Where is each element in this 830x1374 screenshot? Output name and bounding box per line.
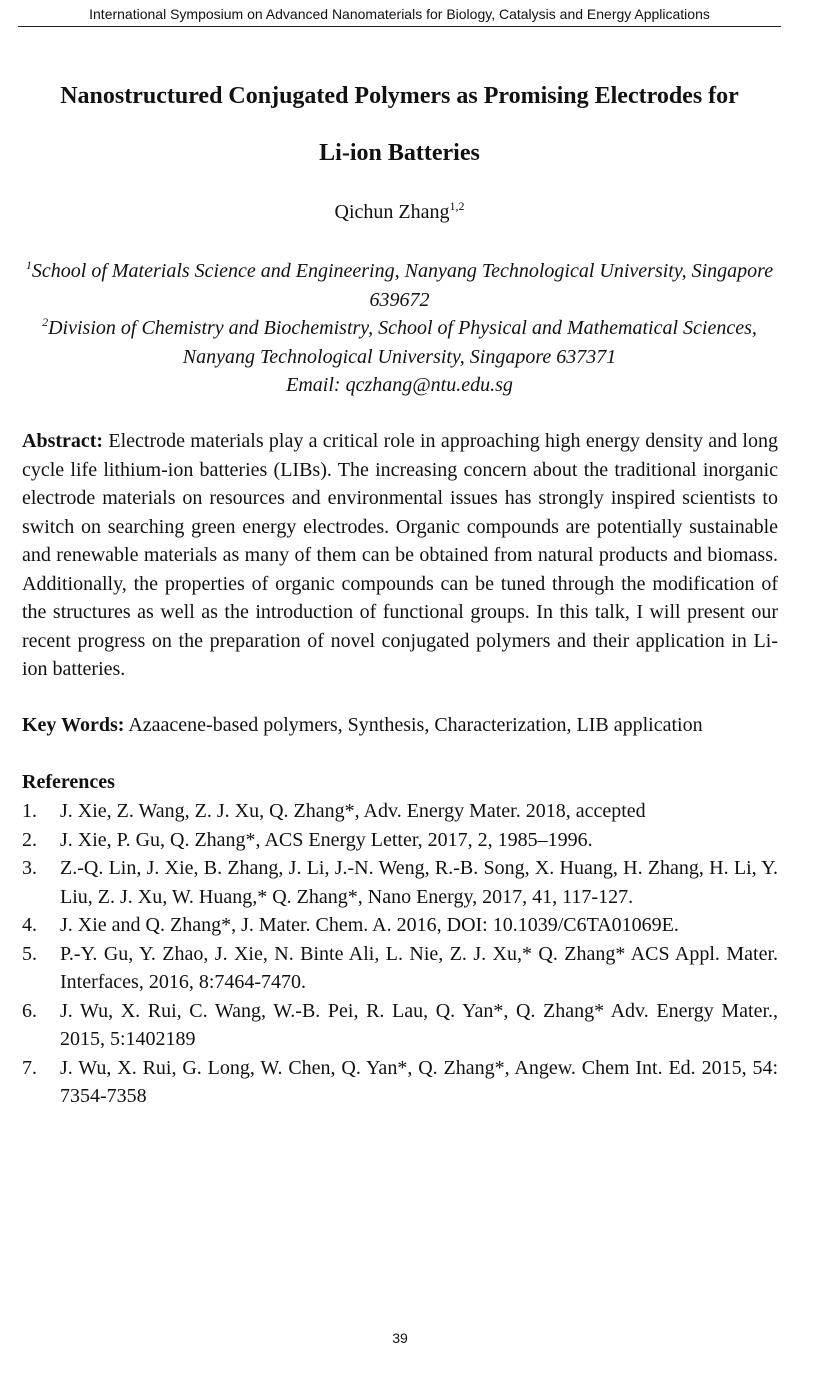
reference-text: J. Xie, Z. Wang, Z. J. Xu, Q. Zhang*, Adv. Energy Mater. 2018, accepted bbox=[60, 800, 646, 822]
reference-number: 2. bbox=[22, 828, 37, 851]
affiliation-1 bbox=[18, 257, 781, 314]
reference-number: 3. bbox=[22, 857, 37, 879]
keywords-paragraph bbox=[22, 711, 778, 740]
keywords-text: Azaacene-based polymers, Synthesis, Characterization, LIB application bbox=[128, 714, 703, 736]
reference-text: P.-Y. Gu, Y. Zhao, J. Xie, N. Binte Ali, L. Nie, Z. J. Xu,* Q. Zhang* ACS Appl. Mater. Interfaces, 2016, 8:7464-7470. bbox=[60, 942, 778, 993]
author-line bbox=[18, 198, 781, 226]
affiliation-2-mark: 2 bbox=[42, 315, 49, 329]
reference-item bbox=[22, 1054, 778, 1111]
references-heading: References bbox=[22, 771, 115, 793]
abstract-label: Abstract: bbox=[22, 430, 104, 452]
reference-item bbox=[22, 940, 778, 997]
affiliation-1-text: School of Materials Science and Engineering, Nanyang Technological University, Singapore 639672 bbox=[31, 260, 774, 311]
reference-item bbox=[22, 826, 778, 855]
reference-text: J. Xie, P. Gu, Q. Zhang*, ACS Energy Letter, 2017, 2, 1985–1996. bbox=[60, 828, 593, 851]
reference-text: Z.-Q. Lin, J. Xie, B. Zhang, J. Li, J.-N. Weng, R.-B. Song, X. Huang, H. Zhang, H. Li, Y. Liu, Z. J. Xu, W. Huang,* Q. Zhang*, Nano Energy, 2017, 41, 117-127. bbox=[60, 857, 778, 908]
references-list bbox=[22, 797, 778, 1111]
affiliation-2 bbox=[18, 314, 781, 371]
affiliation-2-text: Division of Chemistry and Biochemistry, School of Physical and Mathematical Sciences, Nanyang Technological University, Singapore 637371 bbox=[48, 317, 757, 368]
author-affiliation-marks: 1,2 bbox=[449, 199, 465, 213]
keywords-label: Key Words: bbox=[22, 714, 125, 736]
page-number: 39 bbox=[392, 1330, 408, 1346]
reference-number: 4. bbox=[22, 914, 37, 936]
running-header: International Symposium on Advanced Nanomaterials for Biology, Catalysis and Energy Applications bbox=[18, 4, 781, 27]
paper-title bbox=[18, 68, 781, 182]
email: Email: qczhang@ntu.edu.sg bbox=[286, 374, 513, 396]
abstract-paragraph bbox=[22, 427, 778, 684]
title-line-1: Nanostructured Conjugated Polymers as Promising Electrodes for bbox=[60, 83, 739, 109]
reference-item bbox=[22, 997, 778, 1054]
reference-text: J. Wu, X. Rui, C. Wang, W.-B. Pei, R. Lau, Q. Yan*, Q. Zhang* Adv. Energy Mater., 2015, 5:1402189 bbox=[60, 999, 778, 1050]
reference-text: J. Wu, X. Rui, G. Long, W. Chen, Q. Yan*, Q. Zhang*, Angew. Chem Int. Ed. 2015, 54: 7354-7358 bbox=[60, 1056, 778, 1107]
reference-number: 7. bbox=[22, 1056, 37, 1079]
author-name: Qichun Zhang bbox=[334, 201, 450, 223]
reference-number: 5. bbox=[22, 942, 37, 965]
affiliations bbox=[18, 257, 781, 400]
reference-item bbox=[22, 911, 778, 940]
reference-number: 1. bbox=[22, 800, 37, 822]
reference-item bbox=[22, 854, 778, 911]
abstract-text: Electrode materials play a critical role in approaching high energy density and long cycle life lithium-ion batteries (LIBs). The increasing concern about the traditional inorganic electrode materials on resources and environmental issues has strongly inspired scientists to switch on searching green energy electrodes. Organic compounds are potentially sustainable and renewable materials as many of them can be obtained from natural products and biomass. Additionally, the properties of organic compounds can be tuned through the modification of the structures as well as the introduction of functional groups. In this talk, I will present our recent progress on the preparation of novel conjugated polymers and their application in Li-ion batteries. bbox=[22, 430, 778, 680]
reference-number: 6. bbox=[22, 999, 37, 1022]
reference-text: J. Xie and Q. Zhang*, J. Mater. Chem. A. 2016, DOI: 10.1039/C6TA01069E. bbox=[60, 914, 679, 936]
affiliation-1-mark: 1 bbox=[25, 258, 32, 272]
reference-item bbox=[22, 797, 778, 826]
title-line-2: Li-ion Batteries bbox=[319, 140, 480, 166]
